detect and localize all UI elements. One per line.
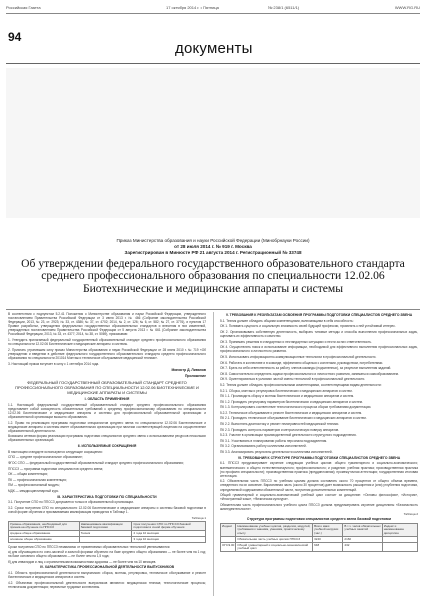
section-paragraph: ПМ — профессиональный модуль;	[8, 483, 60, 488]
competency-item: 5.1. Техник должен обладать общими компетенциями, включающими в себя способность:	[220, 318, 354, 323]
table-cell: основное общее образование	[9, 537, 80, 543]
section-paragraph: Возможна сетевая форма реализации программы подготовки специалистов среднего звена с использованием ресурсов нескольких образовательных организаций.	[8, 434, 206, 443]
table-row	[9, 537, 206, 543]
competency-item: ПК 1.3. Контролировать соответствие технологического процесса сборки требованиям документации.	[220, 405, 372, 410]
section-paragraph: 1.1. Настоящий федеральный государственный образовательный стандарт среднего профессионального образования представляет собой совокупность обязательных требований к среднему профессиональному образованию по специальности 12.02.06 Биотехнические и медицинские аппараты и системы для профессиональной образовательной организации и образовательной организации высшего образования.	[8, 402, 206, 419]
table-cell: 2 года 10 месяцев	[132, 531, 206, 537]
issue-date: 17 октября 2014 г. • Пятница	[166, 5, 219, 10]
competency-item: ОК 8. Самостоятельно определять задачи профессионального и личностного развития, заниматься самообразованием.	[220, 371, 399, 376]
duration-table	[8, 521, 206, 543]
issue-number: № 238/1 (6511/1)	[268, 5, 300, 10]
competency-item: 5.2.2. Техническое обслуживание и ремонт биотехнических и медицинских аппаратов и систем.	[220, 410, 363, 415]
title-divider	[6, 309, 420, 310]
order-title: Об утверждении федерального государственного образовательного стандарта среднего профессионального образования по специальности 12.02.06 Биотехнические и медицинские аппараты и системы	[21, 257, 405, 295]
closing-paragraph: 4.2. Объектами профессиональной деятельности выпускников являются: медицинская техника; технологические процессы; техническая документация; первичные трудовые коллективы.	[8, 580, 206, 589]
table-cell: 3240	[313, 537, 343, 543]
section-paragraph: Общий гуманитарный и социально-экономический учебный цикл состоит из дисциплин: «Основы философии», «История», «Иностранный язык», «Физическая культура».	[220, 493, 418, 502]
table-header-cell: Индекс	[221, 524, 236, 537]
newspaper-name: Российская Газета	[6, 5, 41, 10]
competency-item: ПК 2.2. Выполнять диагностику и ремонт неисправностей медицинской техники.	[220, 422, 340, 427]
table-header-cell: В т.ч. часов обязательных учебных занятий	[343, 524, 382, 537]
table-caption: Таблица 1	[191, 515, 206, 520]
table-title: Структура программы подготовки специалистов среднего звена базовой подготовки	[246, 517, 392, 522]
table-cell: 648	[313, 543, 343, 552]
site-url: WWW.RG.RU	[394, 5, 420, 10]
order-registration: Зарегистрирован в Минюсте РФ 21 августа 2014 г. Регистрационный № 33748	[124, 250, 302, 255]
competency-item: ОК 1. Понимать сущность и социальную значимость своей будущей профессии, проявлять к ней устойчивый интерес.	[220, 324, 396, 329]
standard-heading: ФЕДЕРАЛЬНЫЙ ГОСУДАРСТВЕННЫЙ ОБРАЗОВАТЕЛЬНЫЙ СТАНДАРТ СРЕДНЕГО ПРОФЕССИОНАЛЬНОГО ОБРАЗОВАНИЯ ПО СПЕЦИАЛЬНОСТИ 12.02.06 БИОТЕХНИЧЕСКИЕ И МЕДИЦИНСКИЕ АППАРАТЫ И СИСТЕМЫ	[15, 379, 199, 395]
section-paragraph: ОК — общая компетенция;	[8, 472, 48, 477]
appendix-label: Приложение	[185, 373, 206, 378]
table-caption: Таблица 2	[403, 512, 418, 517]
competency-item: ПК 2.1. Проводить техническое обслуживание биотехнических и медицинских аппаратов и систем.	[220, 416, 367, 421]
table-cell	[79, 537, 132, 543]
section-title: III. ХАРАКТЕРИСТИКА ПОДГОТОВКИ ПО СПЕЦИАЛЬНОСТИ	[57, 494, 157, 499]
table-header-row	[221, 524, 418, 537]
section-title: V. ТРЕБОВАНИЯ К РЕЗУЛЬТАТАМ ОСВОЕНИЯ ПРОГРАММЫ ПОДГОТОВКИ СПЕЦИАЛИСТОВ СРЕДНЕГО ЗВЕНА	[225, 313, 413, 317]
rubric-divider	[6, 63, 420, 64]
minister-signature: Министр Д. Ливанов	[171, 367, 206, 372]
table-header-cell: Наименование квалификации базовой подготовки	[79, 522, 132, 531]
table-cell: 432	[343, 543, 382, 552]
intro-paragraph: 1. Утвердить прилагаемый федеральный государственный образовательный стандарт среднего профессионального образования по специальности 12.02.06 Биотехнические и медицинские аппараты и системы.	[8, 338, 206, 347]
section-title: IV. ХАРАКТЕРИСТИКА ПРОФЕССИОНАЛЬНОЙ ДЕЯТЕЛЬНОСТИ ВЫПУСКНИКОВ	[39, 565, 175, 570]
section-title: VI. ТРЕБОВАНИЯ К СТРУКТУРЕ ПРОГРАММЫ ПОДГОТОВКИ СПЕЦИАЛИСТОВ СРЕДНЕГО ЗВЕНА	[237, 455, 401, 460]
table-header-cell: Наименование учебных циклов, разделов, модулей, требования к знаниям, умениям, практическому опыту	[236, 524, 313, 537]
table-cell: среднее общее образование	[9, 531, 80, 537]
competency-item: ОК 9. Ориентироваться в условиях частой смены технологий в профессиональной деятельности.	[220, 377, 366, 382]
table-header-cell: Уровень образования, необходимый для приема на обучение по ППССЗ	[9, 522, 80, 531]
order-issuer: Приказ Министерства образования и науки Российской Федерации (Минобрнауки России)	[116, 238, 310, 243]
table-cell	[382, 543, 417, 552]
competency-item: 5.2. Техник должен обладать профессиональными компетенциями, соответствующими видам деятельности:	[220, 382, 382, 387]
table-cell: Техник	[79, 531, 132, 537]
column-separator	[213, 312, 214, 596]
closing-paragraph: Сроки получения СПО по ППССЗ независимо от применяемых образовательных технологий увеличиваются:	[8, 544, 171, 549]
competency-item: ОК 5. Использовать информационно-коммуникационные технологии в профессиональной деятельности.	[220, 354, 377, 359]
competency-item: ПК 2.3. Проводить контроль параметров и метрологическую поверку аппаратов.	[220, 427, 340, 432]
section-paragraph: 6.2. Обязательная часть ППССЗ по учебным циклам должна составлять около 70 процентов от общего объема времени, отведенного на их освоение. Вариативная часть (около 30 процентов) дает возможность расширения и (или) углубления подготовки, определяемой содержанием обязательной части, получения дополнительных компетенций.	[220, 479, 418, 492]
section-paragraph: 6.1. ППССЗ предусматривает изучение следующих учебных циклов: общего гуманитарного и социально-экономического; математического и общего естественнонаучного; профессионального; и разделов: учебная практика; производственная практика (по профилю специальности); производственная практика (преддипломная); промежуточная аттестация; государственная итоговая аттестация.	[220, 461, 418, 478]
section-paragraph: ПК — профессиональная компетенция;	[8, 477, 67, 482]
closing-paragraph: а) для обучающихся по очно-заочной и заочной формам обучения: на базе среднего общего образования — не более чем на 1 год; на базе основного общего образования — не более чем на 1,5 года;	[8, 550, 206, 559]
competency-item: 5.2.3. Участие в организации производственной деятельности структурного подразделения.	[220, 433, 357, 438]
rubric-title: документы	[175, 40, 253, 57]
table-row	[221, 543, 418, 552]
competency-item: ОК 2. Организовывать собственную деятельность, выбирать типовые методы и способы выполнения профессиональных задач, оценивать их эффективность и качество.	[220, 329, 418, 339]
table-cell: Обязательная часть учебных циклов ППССЗ	[236, 537, 313, 543]
table-cell: Общий гуманитарный и социально-экономический учебный цикл	[236, 543, 313, 552]
masthead-divider	[6, 13, 420, 14]
section-paragraph: В настоящем стандарте используются следующие сокращения:	[8, 449, 103, 454]
section-paragraph: 1.2. Право на реализацию программы подготовки специалистов среднего звена по специальности 12.02.06 Биотехнические и медицинские аппараты и системы имеет образовательная организация при наличии соответствующей лицензии на осуществление образовательной деятельности.	[8, 420, 206, 433]
right-column	[220, 312, 418, 554]
competency-item: ПК 3.2. Организовывать работу коллектива исполнителей.	[220, 444, 307, 449]
competency-item: ПК 3.1. Участвовать в планировании работы персонала подразделения.	[220, 438, 328, 443]
page-number: 94	[8, 30, 22, 44]
intro-paragraph: 3. Настоящий приказ вступает в силу с 1 сентября 2014 года.	[8, 361, 100, 366]
closing-paragraph: 4.1. Область профессиональной деятельности выпускников: сборка, монтаж, регулировка, техническое обслуживание и ремонт биотехнических и медицинских аппаратов и систем.	[8, 571, 206, 580]
table-cell: ОГСЭ.00	[221, 543, 236, 552]
structure-table	[220, 523, 418, 552]
section-title: II. ИСПОЛЬЗУЕМЫЕ СОКРАЩЕНИЯ	[77, 443, 137, 448]
masthead-bar	[6, 4, 420, 12]
table-cell: 3 года 10 месяцев	[132, 537, 206, 543]
closing-paragraph: б) для инвалидов и лиц с ограниченными возможностями здоровья — не более чем на 10 месяцев.	[8, 559, 157, 564]
competency-item: ОК 4. Осуществлять поиск и использование информации, необходимой для эффективного выполнения профессиональных задач, профессионального и личностного развития.	[220, 345, 418, 354]
section-paragraph: ППССЗ — программа подготовки специалистов среднего звена;	[8, 466, 104, 471]
blank-area	[6, 68, 420, 218]
section-paragraph: Обязательная часть профессионального учебного цикла ППССЗ должна предусматривать изучение дисциплины «Безопасность жизнедеятельности».	[220, 502, 418, 511]
competency-item: ОК 6. Работать в коллективе и в команде, эффективно общаться с коллегами, руководством, потребителями.	[220, 360, 384, 365]
competency-item: ПК 1.2. Проводить регулировку параметров биотехнических и медицинских аппаратов и систем.	[220, 399, 363, 404]
left-column	[8, 312, 206, 591]
section-paragraph: 3.2. Сроки получения СПО по специальности 12.02.06 Биотехнические и медицинские аппараты и системы базовой подготовки в очной форме обучения и присваиваемая квалификация приводятся в Таблице 1.	[8, 505, 206, 514]
section-paragraph: 3.1. Получение СПО по ППССЗ допускается только в образовательной организации.	[8, 500, 134, 505]
competency-item: ОК 7. Брать на себя ответственность за работу членов команды (подчиненных), за результат выполнения заданий.	[220, 366, 392, 371]
table-header-cell: Всего макс. учебной нагрузки (час.)	[313, 524, 343, 537]
table-header-cell: Срок получения СПО по ППССЗ базовой подготовки в очной форме обучения	[132, 522, 206, 531]
competency-item: 5.2.1. Сборка, монтаж и регулировка биотехнических и медицинских аппаратов и систем.	[220, 388, 353, 393]
table-cell: 2160	[343, 537, 382, 543]
section-paragraph: ФГОС СПО — федеральный государственный образовательный стандарт среднего профессионального образования;	[8, 460, 184, 465]
order-date-number: от 28 июля 2014 г. № 919 г. Москва	[174, 244, 252, 249]
section-paragraph: СПО — среднее профессиональное образование;	[8, 455, 83, 460]
intro-paragraph: 2. Признать утратившим силу приказ Министерства образования и науки Российской Федерации от 28 июня 2010 г. № 719 «Об утверждении и введении в действие федерального государственного образовательного стандарта среднего профессионального образования по специальности 201014 Монтаж и техническое обслуживание медицинской техники».	[8, 347, 206, 360]
table-header-row	[9, 522, 206, 531]
intro-paragraph: В соответствии с подпунктом 5.2.41 Положения о Министерстве образования и науки Российской Федерации, утвержденного постановлением Правительства Российской Федерации от 3 июня 2013 г. № 466 (Собрание законодательства Российской Федерации, 2013, № 23, ст. 2923; № 33, ст. 4386; № 37, ст. 4702; 2014, № 2, ст. 126; № 6, ст. 582; № 27, ст. 3776), и пунктом 17 Правил разработки, утверждения федеральных государственных образовательных стандартов и внесения в них изменений, утвержденных постановлением Правительства Российской Федерации от 5 августа 2013 г. № 661 (Собрание законодательства Российской Федерации, 2013, № 33, ст. 4377; 2014, № 38, ст. 5069), приказываю:	[8, 312, 206, 337]
competency-item: ОК 3. Принимать решения в стандартных и нестандартных ситуациях и нести за них ответственность.	[220, 339, 372, 344]
competency-item: ПК 3.3. Анализировать результаты деятельности коллектива исполнителей.	[220, 450, 333, 455]
section-paragraph: МДК — междисциплинарный курс.	[8, 488, 60, 493]
table-header-cell: Индекс и наименование дисциплин	[382, 524, 417, 537]
competency-item: ПК 1.1. Производить сборку и монтаж биотехнических и медицинских аппаратов и систем.	[220, 394, 355, 399]
section-title: I. ОБЛАСТЬ ПРИМЕНЕНИЯ	[84, 396, 130, 401]
